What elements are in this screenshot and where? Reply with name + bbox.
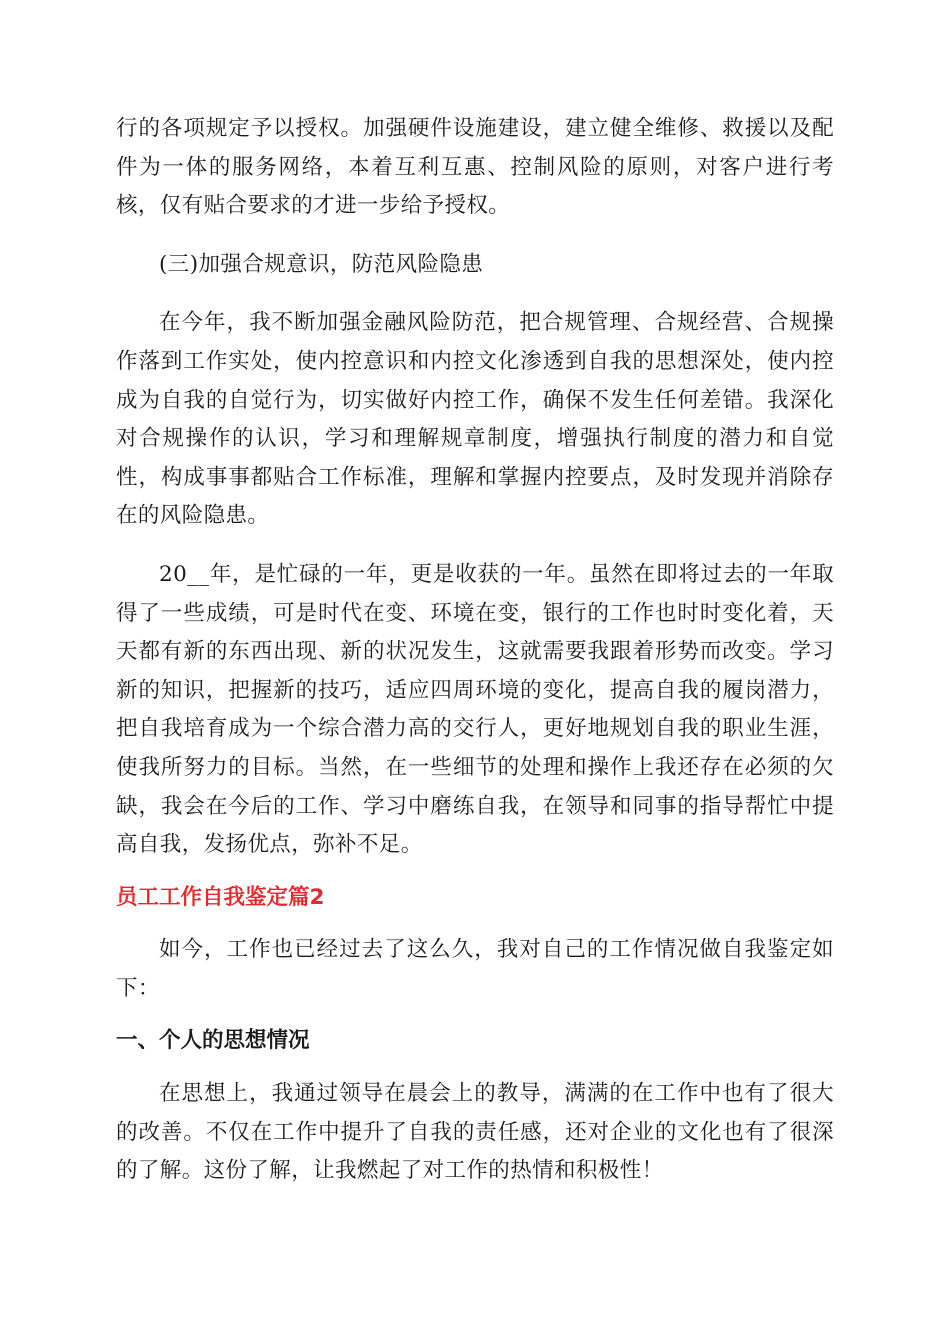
subheading-compliance: (三)加强合规意识，防范风险隐患 xyxy=(159,251,484,277)
paragraph-thought: 在思想上，我通过领导在晨会上的教导，满满的在工作中也有了很大的改善。不仅在工作中提升了自我的责任感，还对企业的文化也有了很深的了解。这份了解，让我燃起了对工作的热情和积极性！ xyxy=(116,1081,834,1184)
continuation-paragraph: 行的各项规定予以授权。加强硬件设施建设，建立健全维修、救援以及配件为一体的服务网络，本着互利互惠、控制风险的原则，对客户进行考核，仅有贴合要求的才进一步给予授权。 xyxy=(116,116,834,219)
paragraph-intro: 如今，工作也已经过去了这么久，我对自己的工作情况做自我鉴定如下： xyxy=(116,937,834,1001)
paragraph-summary: 20__年，是忙碌的一年，更是收获的一年。虽然在即将过去的一年取得了一些成绩，可是时代在变、环境在变，银行的工作也时时变化着，天天都有新的东西出现、新的状况发生，这就需要我跟着形势而改变。学习新的知识，把握新的技巧，适应四周环境的变化，提高自我的履岗潜力，把自我培育成为一个综合潜力高的交行人，更好地规划自我的职业生涯，使我所努力的目标。当然，在一些细节的处理和操作上我还存在必须的欠缺，我会在今后的工作、学习中磨练自我，在领导和同事的指导帮忙中提高自我，发扬优点，弥补不足。 xyxy=(116,561,834,858)
paragraph-compliance: 在今年，我不断加强金融风险防范，把合规管理、合规经营、合规操作落到工作实处，使内控意识和内控文化渗透到自我的思想深处，使内控成为自我的自觉行为，切实做好内控工作，确保不发生任何差错。我深化对合规操作的认识，学习和理解规章制度，增强执行制度的潜力和自觉性，构成事事都贴合工作标准，理解和掌握内控要点，及时发现并消除存在的风险隐患。 xyxy=(116,310,834,529)
section-heading-thought: 一、个人的思想情况 xyxy=(116,1028,310,1054)
document-body xyxy=(116,110,834,1191)
article-title: 员工工作自我鉴定篇2 xyxy=(116,884,325,910)
